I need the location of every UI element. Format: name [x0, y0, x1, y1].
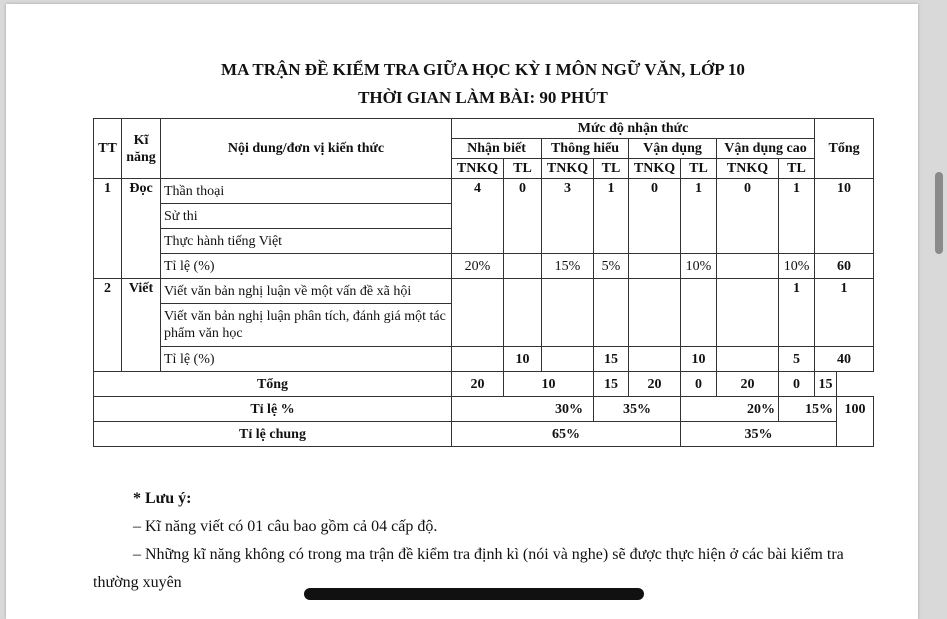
section1-skill: Đọc — [122, 179, 161, 279]
header-sub-tl: TL — [504, 159, 542, 179]
value-cell: 10 — [504, 347, 542, 372]
value-cell: 0 — [629, 179, 681, 254]
footer-value: 35% — [681, 422, 837, 447]
footer-value: 10 — [504, 372, 594, 397]
header-sub-tnkq: TNKQ — [542, 159, 594, 179]
value-cell: 5% — [594, 254, 629, 279]
footer-value: 0 — [681, 372, 717, 397]
footer-value: 15 — [815, 372, 837, 397]
footer-value: 20% — [681, 397, 779, 422]
header-sub-tnkq: TNKQ — [629, 159, 681, 179]
footer-value: 30% — [452, 397, 594, 422]
header-level-nhan-biet: Nhận biết — [452, 139, 542, 159]
value-cell: 10 — [681, 347, 717, 372]
footer-row-tong — [94, 372, 874, 397]
header-level-van-dung: Vận dụng — [629, 139, 717, 159]
value-cell: 1 — [779, 279, 815, 347]
header-sub-tnkq: TNKQ — [717, 159, 779, 179]
notes-section — [93, 485, 883, 597]
content-cell: Tỉ lệ (%) — [161, 347, 452, 372]
content-cell: Viết văn bản nghị luận phân tích, đánh giá một tác phẩm văn học — [161, 304, 452, 347]
value-cell: 5 — [779, 347, 815, 372]
value-cell — [542, 279, 594, 347]
footer-label: Tổng — [94, 372, 452, 397]
notes-item: – Kĩ năng viết có 01 câu bao gồm cả 04 cấp độ. — [133, 518, 438, 535]
value-cell: 4 — [452, 179, 504, 254]
value-cell: 1 — [779, 179, 815, 254]
table-row — [94, 179, 874, 204]
content-cell: Thần thoại — [161, 179, 452, 204]
value-cell — [717, 254, 779, 279]
header-sub-tl: TL — [594, 159, 629, 179]
footer-label: Tỉ lệ % — [94, 397, 452, 422]
value-cell — [717, 347, 779, 372]
value-cell — [629, 279, 681, 347]
header-level-thong-hieu: Thông hiểu — [542, 139, 629, 159]
value-cell — [504, 254, 542, 279]
header-muc-do: Mức độ nhận thức — [452, 119, 815, 139]
table-row — [94, 347, 874, 372]
section1-tt: 1 — [94, 179, 122, 279]
header-sub-tnkq: TNKQ — [452, 159, 504, 179]
header-level-van-dung-cao: Vận dụng cao — [717, 139, 815, 159]
section2-skill: Viết — [122, 279, 161, 372]
matrix-table — [93, 118, 874, 447]
value-cell: 3 — [542, 179, 594, 254]
home-indicator[interactable] — [304, 588, 644, 600]
document-title: MA TRẬN ĐỀ KIỂM TRA GIỮA HỌC KỲ I MÔN NGỮ VĂN, LỚP 10 — [221, 60, 745, 79]
value-cell — [504, 279, 542, 347]
vertical-scrollbar[interactable] — [935, 172, 943, 254]
value-cell — [681, 279, 717, 347]
footer-value: 0 — [779, 372, 815, 397]
value-cell: 0 — [504, 179, 542, 254]
table-row — [94, 254, 874, 279]
value-cell — [452, 347, 504, 372]
value-cell: 1 — [594, 179, 629, 254]
notes-title: * Lưu ý: — [133, 490, 192, 507]
value-cell — [629, 254, 681, 279]
total-cell: 40 — [815, 347, 874, 372]
footer-value: 20 — [717, 372, 779, 397]
section2-tt: 2 — [94, 279, 122, 372]
footer-value: 15% — [779, 397, 837, 422]
header-row-1 — [94, 119, 874, 139]
value-cell — [452, 279, 504, 347]
value-cell: 20% — [452, 254, 504, 279]
value-cell — [717, 279, 779, 347]
header-ki-nang: Kĩ năng — [122, 119, 161, 179]
content-cell: Viết văn bản nghị luận về một vấn đề xã hội — [161, 279, 452, 304]
footer-value: 20 — [452, 372, 504, 397]
header-tong: Tổng — [815, 119, 874, 179]
header-noi-dung: Nội dung/đơn vị kiến thức — [161, 119, 452, 179]
notes-item: – Những kĩ năng không có trong ma trận đề kiểm tra định kì (nói và nghe) sẽ được thực hiện ở các bài kiểm tra thường xuyên — [93, 546, 844, 591]
footer-value: 15 — [594, 372, 629, 397]
footer-label: Tỉ lệ chung — [94, 422, 452, 447]
content-cell: Thực hành tiếng Việt — [161, 229, 452, 254]
footer-row-ti-le — [94, 397, 874, 422]
value-cell — [629, 347, 681, 372]
table-row — [94, 279, 874, 304]
value-cell: 0 — [717, 179, 779, 254]
document-subtitle: THỜI GIAN LÀM BÀI: 90 PHÚT — [358, 88, 608, 107]
total-cell: 60 — [815, 254, 874, 279]
footer-value: 65% — [452, 422, 681, 447]
value-cell: 15 — [594, 347, 629, 372]
header-tt: TT — [94, 119, 122, 179]
total-cell: 1 — [815, 279, 874, 347]
total-cell: 10 — [815, 179, 874, 254]
header-sub-tl: TL — [779, 159, 815, 179]
footer-value: 35% — [594, 397, 681, 422]
value-cell: 1 — [681, 179, 717, 254]
footer-value: 20 — [629, 372, 681, 397]
footer-spacer — [837, 372, 874, 397]
footer-total: 100 — [837, 397, 874, 447]
value-cell — [594, 279, 629, 347]
footer-row-ti-le-chung — [94, 422, 874, 447]
content-cell: Sử thi — [161, 204, 452, 229]
value-cell: 10% — [779, 254, 815, 279]
value-cell — [542, 347, 594, 372]
content-cell: Tỉ lệ (%) — [161, 254, 452, 279]
header-sub-tl: TL — [681, 159, 717, 179]
value-cell: 15% — [542, 254, 594, 279]
value-cell: 10% — [681, 254, 717, 279]
